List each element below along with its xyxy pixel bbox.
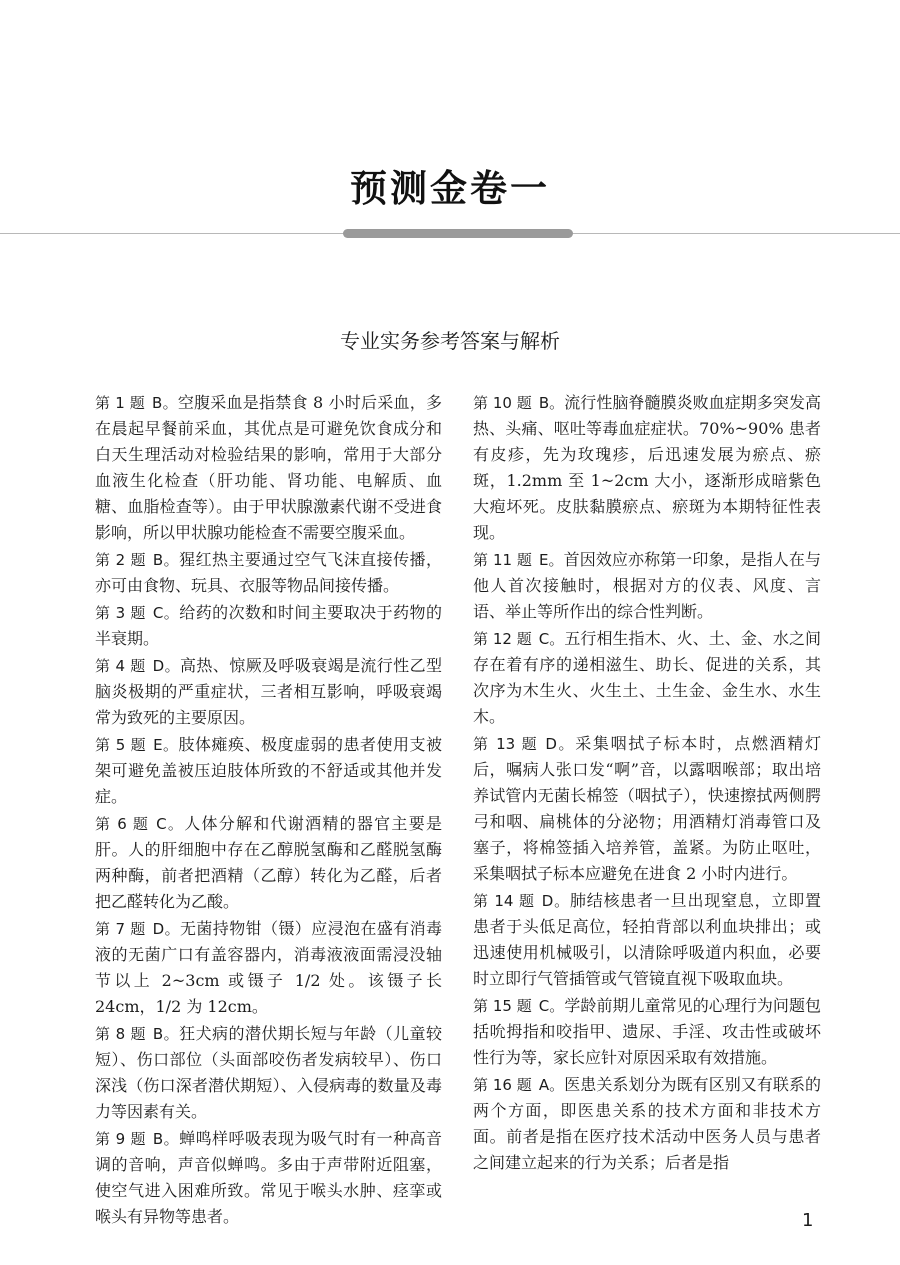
answer-item: [95, 390, 442, 546]
explanation-text: 流行性脑脊髓膜炎败血症期多突发高热、头痛、呕吐等毒血症症状。70%~90% 患者有皮疹，先为玫瑰疹，后迅速发展为瘀点、瘀斑，1.2mm 至 1~2cm 大小，逐渐形成暗紫色大疱坏死。皮肤黏膜瘀点、瘀斑为本期特征性表现。: [473, 393, 821, 542]
answer-item: [473, 390, 821, 546]
question-number: 第 6 题: [95, 815, 150, 833]
question-number: 第 3 题: [95, 604, 146, 622]
explanation-text: 狂犬病的潜伏期长短与年龄（儿童较短）、伤口部位（头面部咬伤者发病较早）、伤口深浅（伤口深者潜伏期短）、入侵病毒的数量及毒力等因素有关。: [95, 1024, 442, 1121]
answer-letter: D。: [152, 920, 181, 938]
question-number: 第 10 题: [473, 394, 532, 412]
question-number: 第 5 题: [95, 736, 147, 754]
question-number: 第 8 题: [95, 1025, 146, 1043]
question-number: 第 13 题: [473, 735, 539, 753]
answer-letter: C。: [156, 815, 185, 833]
answer-item: [473, 888, 821, 992]
answer-letter: B。: [538, 394, 565, 412]
answer-item: [473, 626, 821, 730]
answer-item: [473, 731, 821, 887]
explanation-text: 猩红热主要通过空气飞沫直接传播，亦可由食物、玩具、衣服等物品间接传播。: [95, 550, 442, 595]
answer-letter: C。: [538, 997, 565, 1015]
explanation-text: 人体分解和代谢酒精的器官主要是肝。人的肝细胞中存在乙醇脱氢酶和乙醛脱氢酶两种酶，前者把酒精（乙醇）转化为乙醛，后者把乙醛转化为乙酸。: [95, 814, 442, 911]
explanation-text: 无菌持物钳（镊）应浸泡在盛有消毒液的无菌广口有盖容器内，消毒液液面需浸没轴节以上 2~3cm 或镊子 1/2 处。该镊子长 24cm，1/2 为 12cm。: [95, 919, 442, 1016]
question-number: 第 15 题: [473, 997, 532, 1015]
explanation-text: 给药的次数和时间主要取决于药物的半衰期。: [95, 603, 442, 648]
explanation-text: 首因效应亦称第一印象，是指人在与他人首次接触时，根据对方的仪表、风度、言语、举止等所作出的综合性判断。: [473, 550, 821, 621]
question-number: 第 16 题: [473, 1076, 532, 1094]
explanation-text: 肢体瘫痪、极度虚弱的患者使用支被架可避免盖被压迫肢体所致的不舒适或其他并发症。: [95, 735, 442, 806]
page-title: 预测金卷一: [350, 167, 550, 210]
question-number: 第 11 题: [473, 551, 532, 569]
answer-item: [95, 1021, 442, 1125]
answer-item: [95, 732, 442, 810]
answer-item: [473, 547, 821, 625]
explanation-text: 肺结核患者一旦出现窒息，立即置患者于头低足高位，轻拍背部以利血块排出；或迅速使用机械吸引，以清除呼吸道内积血，必要时立即行气管插管或气管镜直视下吸取血块。: [473, 891, 821, 988]
answer-item: [473, 993, 821, 1071]
question-number: 第 2 题: [95, 551, 146, 569]
question-number: 第 9 题: [95, 1130, 146, 1148]
answer-item: [473, 1072, 821, 1176]
explanation-text: 空腹采血是指禁食 8 小时后采血，多在晨起早餐前采血，其优点是可避免饮食成分和白天生理活动对检验结果的影响，常用于大部分血液生化检查（肝功能、肾功能、电解质、血糖、血脂检查等）。由于甲状腺激素代谢不受进食影响，所以甲状腺功能检查不需要空腹采血。: [95, 393, 442, 542]
question-number: 第 12 题: [473, 630, 532, 648]
answer-letter: D。: [545, 735, 576, 753]
question-number: 第 1 题: [95, 394, 146, 412]
answer-column-left: [95, 390, 442, 1231]
explanation-text: 蝉鸣样呼吸表现为吸气时有一种高音调的音响，声音似蝉鸣。多由于声带附近阻塞，使空气进入困难所致。常见于喉头水肿、痉挛或喉头有异物等患者。: [95, 1129, 442, 1226]
explanation-text: 五行相生指木、火、土、金、水之间存在着有序的递相滋生、助长、促进的关系，其次序为木生火、火生土、土生金、金生水、水生木。: [473, 629, 821, 726]
answer-letter: D。: [152, 657, 181, 675]
answer-item: [95, 811, 442, 915]
question-number: 第 14 题: [473, 892, 535, 910]
question-number: 第 7 题: [95, 920, 146, 938]
answer-item: [95, 653, 442, 731]
answer-item: [95, 600, 442, 652]
explanation-text: 采集咽拭子标本时，点燃酒精灯后，嘱病人张口发“啊”音，以露咽喉部；取出培养试管内无菌长棉签（咽拭子），快速擦拭两侧腭弓和咽、扁桃体的分泌物；用酒精灯消毒管口及塞子，将棉签插入培养管，盖紧。为防止呕吐，采集咽拭子标本应避免在进食 2 小时内进行。: [473, 734, 821, 883]
answer-letter: B。: [152, 1025, 180, 1043]
answer-item: [95, 1126, 442, 1230]
answer-letter: E。: [153, 736, 179, 754]
answer-letter: E。: [538, 551, 564, 569]
section-subtitle: 专业实务参考答案与解析: [340, 329, 560, 353]
answer-letter: A。: [538, 1076, 565, 1094]
question-number: 第 4 题: [95, 657, 146, 675]
header-decoration-bar: [343, 229, 573, 238]
page-number: 1: [802, 1210, 814, 1231]
answer-letter: B。: [152, 551, 180, 569]
answer-letter: C。: [538, 630, 565, 648]
explanation-text: 学龄前期儿童常见的心理行为问题包括吮拇指和咬指甲、遗尿、手淫、攻击性或破坏性行为等，家长应针对原因采取有效措施。: [473, 996, 821, 1067]
answer-letter: B。: [152, 394, 178, 412]
answer-column-right: [473, 390, 821, 1177]
answer-letter: C。: [152, 604, 180, 622]
answer-item: [95, 547, 442, 599]
answer-item: [95, 916, 442, 1020]
answer-letter: D。: [541, 892, 570, 910]
explanation-text: 高热、惊厥及呼吸衰竭是流行性乙型脑炎极期的严重症状，三者相互影响，呼吸衰竭常为致死的主要原因。: [95, 656, 442, 727]
explanation-text: 医患关系划分为既有区别又有联系的两个方面，即医患关系的技术方面和非技术方面。前者是指在医疗技术活动中医务人员与患者之间建立起来的行为关系；后者是指: [473, 1075, 822, 1172]
answer-letter: B。: [152, 1130, 180, 1148]
